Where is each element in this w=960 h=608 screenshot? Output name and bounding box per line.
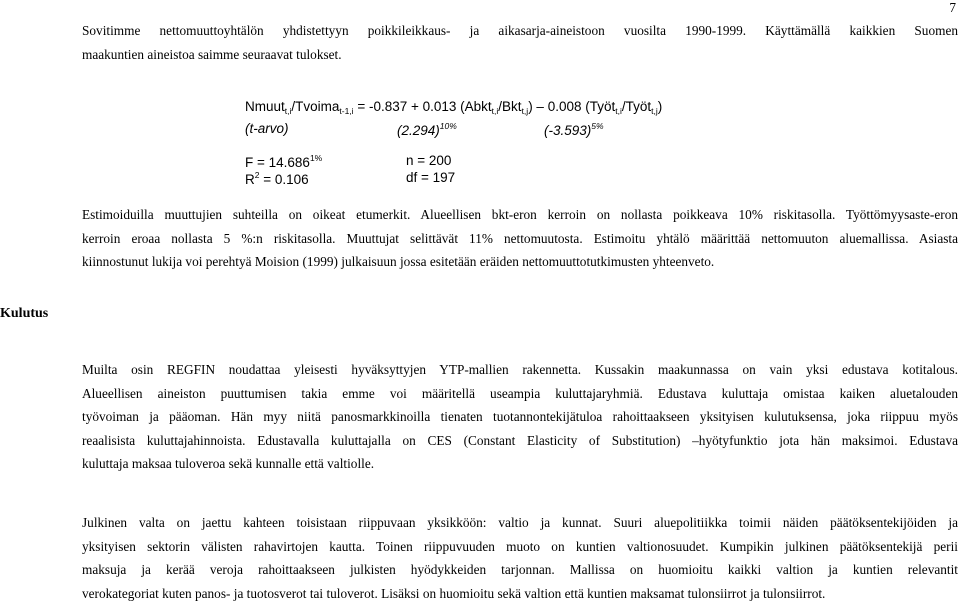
kulutus-line-1: Muilta osin REGFIN noudattaa yleisesti hyväksyttyjen YTP-mallien rakennetta. Kussakin maakunnassa on vain yksi edustava kotitalous. [82, 362, 958, 377]
eq-t2-end: ) [657, 99, 663, 114]
page-number: 7 [949, 0, 956, 15]
estimates-line-1: Estimoiduilla muuttujien suhteilla on oikeat etumerkit. Alueellisen bkt-eron kerroin on nollasta poikkeava 10% riskitasolla. Työttömyysaste-eron [82, 207, 958, 222]
eq-lhs-b-sub: t-1,i [339, 106, 354, 116]
eq-t2-sub2: t,j [651, 106, 658, 116]
kulutus-line-3: työvoiman ja pääoman. Hän myy niitä panosmarkkinoilla tienaten tuotannontekijätuloa rahoittaakseen yksityisen kulutuksensa, joka riippuu myös [82, 409, 958, 424]
degrees-of-freedom: df = 197 [406, 170, 456, 185]
kulutus-line-4: reaalisista kuluttajahinnoista. Edustavalla kuluttajalla on CES (Constant Elasticity of Substitution) –hyötyfunktio jota hän maksimoi. Edustava [82, 432, 958, 448]
julkinen-line-3: maksuja ja kerää veroja rahoittaakseen julkisten hyödykkeiden tarjonnan. Mallissa on huomioitu kaikki valtion ja kuntien relevantit [82, 562, 958, 577]
eq-constant: = -0.837 + 0.013 (Abkt [353, 99, 492, 114]
r-squared-exponent: 2 [254, 170, 260, 180]
eq-t1-mid: /Bkt [498, 99, 522, 114]
t-value-1-significance: 10% [439, 121, 457, 131]
f-statistic-significance: 1% [309, 153, 323, 163]
t-value-1-number: (2.294) [397, 123, 440, 138]
eq-lhs-a-sub: t,i [284, 106, 292, 116]
estimates-paragraph [82, 203, 958, 274]
f-statistic-value: F = 14.686 [245, 155, 310, 170]
eq-t2-mid: /Työt [621, 99, 652, 114]
n-observations: n = 200 [406, 153, 452, 168]
julkinen-paragraph [82, 511, 958, 605]
f-statistic [245, 153, 322, 170]
regression-equation [245, 99, 662, 116]
estimates-line-2: kerroin eroaa nollasta 5 %:n riskitasolla. Muuttujat selittävät 11% nettomuutosta. Estimoitu yhtälö määrittää nettomuuton aluemallissa. Asiasta [82, 230, 958, 246]
kulutus-paragraph [82, 358, 958, 476]
t-value-2-significance: 5% [591, 121, 604, 131]
eq-lhs-b: /Tvoima [291, 99, 340, 114]
eq-t2-sub: t,i [615, 106, 622, 116]
r-squared-symbol: R [245, 172, 255, 187]
r-squared [245, 170, 309, 187]
kulutus-line-5: kuluttaja maksaa tuloveroa sekä kunnalle että valtiolle. [82, 456, 375, 471]
intro-paragraph [82, 19, 958, 66]
t-value-2-number: (-3.593) [544, 123, 592, 138]
julkinen-line-1: Julkinen valta on jaettu kahteen toisistaan riippuvaan yksikköön: valtio ja kunnat. Suuri aluepolitiikka toimii näiden päätöksentekijöiden ja [82, 515, 958, 530]
eq-t1-sub2: t,j [521, 106, 529, 116]
julkinen-line-4: verokategoriat kuten panos- ja tuotosverot tai tuloverot. Lisäksi on huomioitu sekä valtion että kuntien maksamat tulonsiirrot ja tulonsiirrot. [82, 585, 826, 601]
intro-line-2: maakuntien aineistoa saimme seuraavat tulokset. [82, 46, 342, 62]
t-value-1 [397, 121, 457, 138]
eq-t2: ) – 0.008 (Työt [528, 99, 616, 114]
eq-lhs-a: Nmuut [245, 99, 285, 114]
t-value-2 [544, 121, 604, 138]
julkinen-line-2: yksityisen sektorin välisten rahavirtojen kautta. Toinen riippuvuuden muoto on kuntien valtionosuudet. Kumpikin julkinen päätöksentekijä perii [82, 538, 958, 554]
intro-line-1: Sovitimme nettomuuttoyhtälön yhdistettyyn poikkileikkaus- ja aikasarja-aineistoon vuosilta 1990-1999. Käyttämällä kaikkien Suomen [82, 23, 958, 38]
section-heading-kulutus: Kulutus [0, 306, 49, 321]
estimates-line-3: kiinnostunut lukija voi perehtyä Moision (1999) julkaisuun jossa esitetään eräiden nettomuuttotutkimusten yhteenveto. [82, 254, 715, 269]
kulutus-line-2: Alueellisen aineiston puuttumisen takia emme voi määritellä useampia kuluttajaryhmiä. Edustava kuluttaja omistaa kaiken aluetalouden [82, 385, 958, 401]
eq-t1-sub: t,i [491, 106, 499, 116]
t-value-label: (t-arvo) [245, 121, 289, 136]
r-squared-value: = 0.106 [259, 172, 309, 187]
